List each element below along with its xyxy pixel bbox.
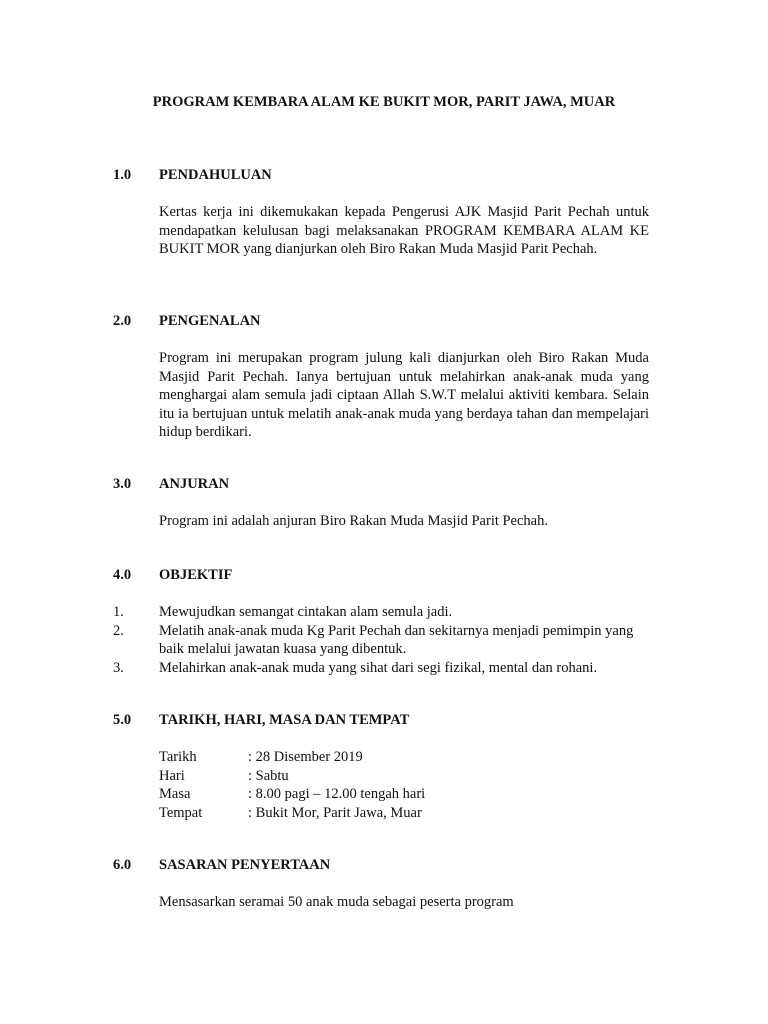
section-body-anjuran: Program ini adalah anjuran Biro Rakan Muda Masjid Parit Pechah. [159,513,548,529]
section-body-sasaran: Mensasarkan seramai 50 anak muda sebagai peserta program [159,894,514,910]
section-number: 4.0 [113,567,132,583]
schedule-row-tempat [159,804,425,823]
section-title: PENGENALAN [159,313,261,329]
section-number: 1.0 [113,167,132,183]
section-title: TARIKH, HARI, MASA DAN TEMPAT [159,712,410,728]
list-number: 3. [113,659,124,676]
section-heading-pengenalan [113,313,261,330]
list-item [113,622,653,659]
section-heading-tarikh [113,712,409,729]
section-number: 6.0 [113,857,132,873]
list-text: Melatih anak-anak muda Kg Parit Pechah dan sekitarnya menjadi pemimpin yang baik melalui jawatan kuasa yang dibentuk. [159,622,634,657]
schedule-key: Masa [159,786,191,802]
section-title: SASARAN PENYERTAAN [159,857,331,873]
section-heading-sasaran [113,857,330,874]
schedule-key: Tarikh [159,749,197,765]
section-heading-anjuran [113,476,229,493]
list-item [113,659,653,678]
schedule-key: Hari [159,767,185,784]
section-number: 5.0 [113,712,132,728]
section-title: PENDAHULUAN [159,167,272,183]
schedule-row-tarikh [159,748,425,767]
section-number: 3.0 [113,476,132,492]
section-body-pengenalan: Program ini merupakan program julung kali dianjurkan oleh Biro Rakan Muda Masjid Parit Pechah. Ianya bertujuan untuk melahirkan anak-anak muda yang menghargai alam semula jadi ciptaan Allah S.W.T melalui aktiviti kembara. Selain itu ia bertujuan untuk melatih anak-anak muda yang berdaya tahan dan mempelajari hidup berdikari. [159,350,649,440]
section-title: OBJEKTIF [159,567,233,583]
schedule-value: : 28 Disember 2019 [248,749,363,765]
section-number: 2.0 [113,313,132,329]
section-title: ANJURAN [159,476,230,492]
schedule-value: : Sabtu [248,767,289,784]
objective-list [113,603,653,677]
list-number: 2. [113,622,124,639]
schedule-value: : Bukit Mor, Parit Jawa, Muar [248,804,422,821]
schedule-table [159,748,425,822]
list-text: Melahirkan anak-anak muda yang sihat dari segi fizikal, mental dan rohani. [159,659,598,676]
document-title: PROGRAM KEMBARA ALAM KE BUKIT MOR, PARIT JAWA, MUAR [152,94,616,110]
list-number: 1. [113,604,124,620]
section-body-pendahuluan: Kertas kerja ini dikemukakan kepada Pengerusi AJK Masjid Parit Pechah untuk mendapatkan kelulusan bagi melaksanakan PROGRAM KEMBARA ALAM KE BUKIT MOR yang dianjurkan oleh Biro Rakan Muda Masjid Parit Pechah. [159,204,649,257]
schedule-key: Tempat [159,804,203,821]
schedule-row-hari [159,767,425,786]
schedule-row-masa [159,785,425,804]
list-text: Mewujudkan semangat cintakan alam semula jadi. [159,604,453,620]
schedule-value: : 8.00 pagi – 12.00 tengah hari [248,786,426,802]
section-heading-pendahuluan [113,167,272,184]
list-item [113,603,653,622]
section-heading-objektif [113,567,232,584]
